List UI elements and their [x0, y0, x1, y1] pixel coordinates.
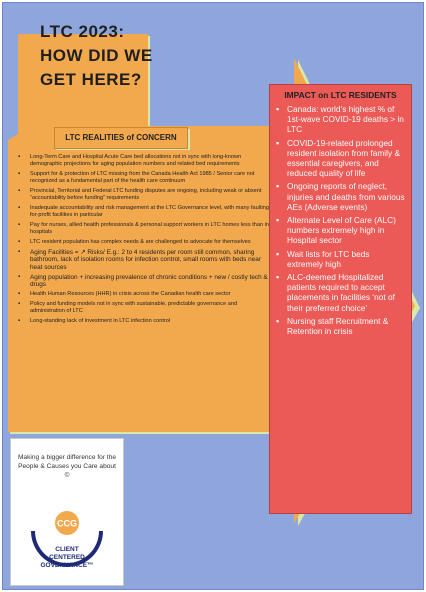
branding-card [10, 438, 124, 586]
ccg-logo [25, 509, 109, 579]
tagline: Making a bigger difference for the People & Causes you Care about © [17, 454, 117, 479]
list-item: ▪ Alternate Level of Care (ALC) numbers extremely high in Hospital sector [276, 215, 407, 246]
list-item: ▪ Pay for nurses, allied health professionals & personal support workers in LTC homes less than in hospitals [16, 222, 270, 237]
list-item: ▪ Support for & protection of LTC missing from the Canada Health Act 1985 / Senior care not recognized as a fundamental part of the health care continuum [16, 171, 270, 186]
list-item: ▪ Aging population + increasing prevalence of chronic conditions + new / costly tech & drugs [16, 274, 270, 289]
realities-list [8, 150, 276, 325]
list-item: ▪ Canada: world’s highest % of 1st-wave COVID-19 deaths > in LTC [276, 104, 407, 135]
list-item: ▪ Aging Facilities = ↗ Risks/ E.g.: 2 to 4 residents per room still common, sharing bathroom, lack of isolation rooms for infection control, small rooms with beds near heat sources [16, 249, 270, 272]
realities-header-box [54, 127, 188, 149]
list-item: ▪ Health Human Resources (HHR) in crisis across the Canadian health care sector [16, 291, 270, 298]
logo-line-3: GOVERNANCE™ [40, 562, 94, 569]
list-item: ▪ ALC-deemed Hospitalized patients required to accept placements in facilities ‘not of their preferred choice’ [276, 272, 407, 313]
logo-line-1: CLIENT [55, 546, 79, 553]
impact-header: IMPACT on LTC RESIDENTS [284, 90, 397, 100]
title-line-2: HOW DID WE [40, 46, 153, 65]
list-item: ▪ Long-standing lack of investment in LTC infection control [16, 318, 270, 325]
logo-line-2: CENTERED [49, 554, 85, 561]
list-item: ▪ Ongoing reports of neglect, injuries and deaths from various AEs (Adverse events) [276, 181, 407, 212]
list-item: ▪ Long-Term Care and Hospital Acute Care bed allocations not in sync with long-known demographic projections for aging population numbers and related bed requirements [16, 154, 270, 169]
list-item: ▪ Policy and funding models not in sync with sustainable, predictable governance and administration of LTC [16, 301, 270, 316]
list-item: ▪ LTC resident population has complex needs & are challenged to advocate for themselves [16, 239, 270, 246]
impact-list [270, 104, 411, 336]
realities-header: LTC REALITIES of CONCERN [65, 133, 177, 142]
logo-mark: CCG [57, 518, 77, 529]
list-item: ▪ Wait lists for LTC beds extremely high [276, 249, 407, 269]
impact-panel [269, 84, 412, 514]
list-item: ▪ Inadequate accountability and risk management at the LTC Governance level, with many faulting for-profit facilities in particular [16, 205, 270, 220]
list-item: ▪ COVID-19-related prolonged resident isolation from family & essential caregivers, and reduced quality of life [276, 138, 407, 179]
title-line-1: LTC 2023: [40, 22, 125, 41]
realities-panel [8, 150, 276, 430]
list-item: ▪ Provincial, Territorial and Federal LTC funding disputes are ongoing, including weak or absent “accountability before funding” requirements [16, 188, 270, 203]
title-line-3: GET HERE? [40, 70, 142, 89]
page-title [40, 20, 240, 92]
list-item: ▪ Nursing staff Recruitment & Retention in crisis [276, 316, 407, 336]
